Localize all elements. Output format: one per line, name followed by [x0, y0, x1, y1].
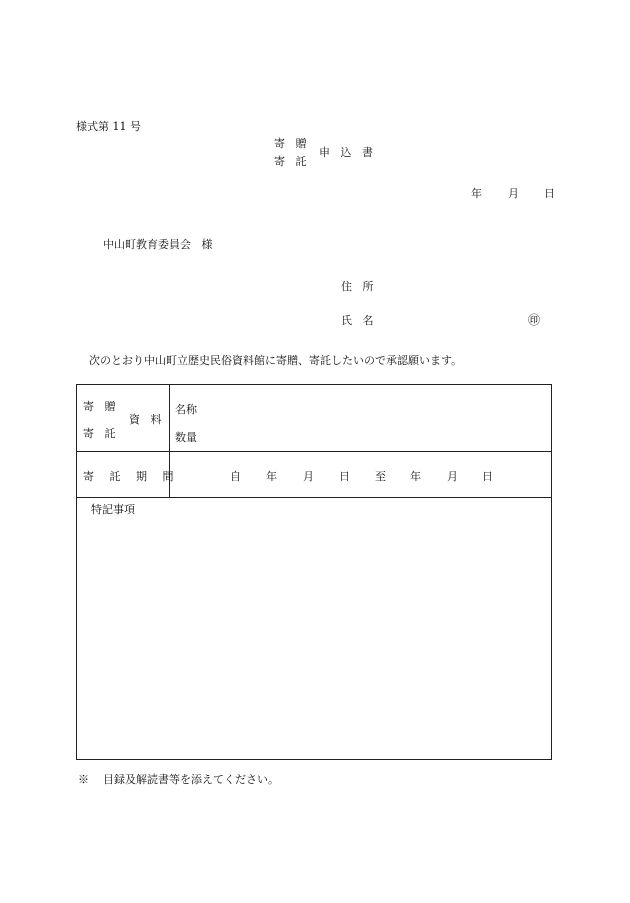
title-option-deposit [274, 153, 307, 169]
row-divider [77, 451, 551, 452]
period-from-month: 月 [303, 470, 314, 483]
period-to-day: 日 [482, 470, 493, 483]
footnote-text: 目録及解読書等を添えてください。 [103, 773, 279, 786]
recipient-honorific: 様 [201, 238, 213, 251]
material-kitaku-label [83, 425, 116, 441]
seal-mark: ㊞ [528, 313, 541, 327]
period-to-year: 年 [410, 470, 421, 483]
material-shiryo-label [129, 411, 162, 427]
date-year: 年 [471, 187, 482, 200]
title-char: 託 [295, 155, 307, 168]
period-to-month: 月 [447, 470, 458, 483]
recipient [103, 236, 213, 252]
title-char: 寄 [274, 155, 285, 168]
period-from-year: 年 [266, 470, 277, 483]
label-char: 資 [129, 413, 140, 426]
date-month: 月 [508, 187, 519, 200]
application-table [76, 384, 552, 760]
title-char: 贈 [295, 137, 307, 150]
label-char: 住 [341, 280, 352, 293]
title-char: 寄 [274, 137, 285, 150]
period-to: 至 [375, 470, 386, 483]
label-char: 氏 [341, 314, 352, 327]
name-label [341, 312, 374, 328]
date-day: 日 [544, 187, 555, 200]
label-char: 寄 [83, 427, 94, 440]
item-name-label: 名称 [175, 403, 197, 416]
period-from-day: 日 [339, 470, 350, 483]
title-option-donation [274, 135, 307, 151]
material-kizo-label [83, 398, 116, 414]
special-notes-label: 特記事項 [91, 503, 135, 516]
title-suffix [319, 144, 373, 160]
footnote [78, 771, 279, 787]
label-char: 託 [104, 427, 116, 440]
form-number: 様式第 11 号 [76, 120, 141, 133]
application-statement: 次のとおり中山町立歴史民俗資料館に寄贈、寄託したいので承認願います。 [89, 354, 463, 367]
row-divider [77, 497, 551, 498]
label-char: 料 [150, 413, 162, 426]
title-char: 申 [319, 146, 330, 159]
item-quantity-label: 数量 [175, 431, 197, 444]
label-char: 贈 [104, 400, 116, 413]
recipient-name: 中山町教育委員会 [103, 238, 191, 251]
label-char: 所 [362, 280, 374, 293]
title-char: 書 [362, 146, 373, 159]
address-label [341, 278, 374, 294]
title-char: 込 [340, 146, 352, 159]
footnote-mark: ※ [78, 773, 89, 786]
label-char: 名 [362, 314, 374, 327]
label-char: 寄 [83, 400, 94, 413]
deposit-period-label: 寄 託 期 間 [83, 470, 180, 483]
period-from: 自 [230, 470, 241, 483]
